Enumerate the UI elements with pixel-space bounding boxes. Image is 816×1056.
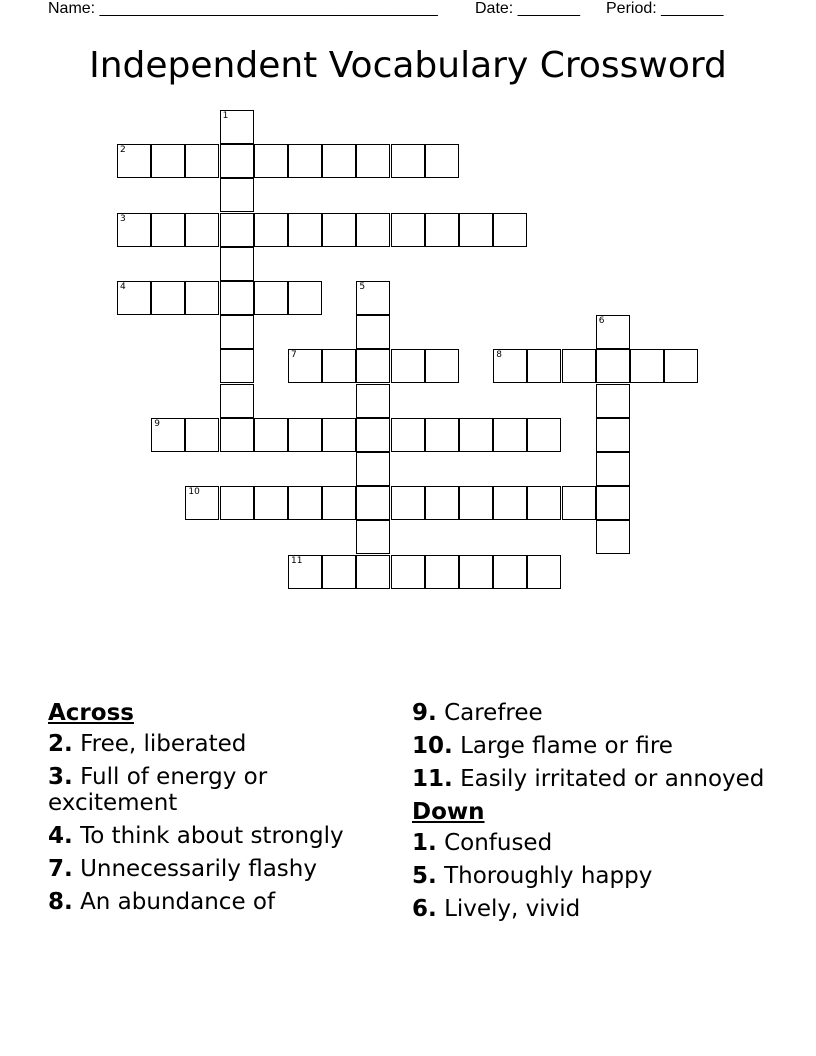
crossword-cell[interactable] <box>151 144 185 178</box>
crossword-cell[interactable] <box>425 555 459 589</box>
clue-across-3: 3. Full of energy or excitement <box>48 764 268 816</box>
crossword-cell[interactable] <box>220 315 254 349</box>
crossword-cell[interactable] <box>254 418 288 452</box>
crossword-cell[interactable] <box>391 213 425 247</box>
crossword-cell[interactable] <box>527 486 561 520</box>
crossword-cell[interactable] <box>322 418 356 452</box>
crossword-cell[interactable] <box>356 349 390 383</box>
across-heading: Across <box>48 700 134 726</box>
crossword-cell[interactable] <box>288 281 322 315</box>
period-field-label: Period: _______ <box>606 0 724 17</box>
crossword-cell[interactable] <box>630 349 664 383</box>
crossword-cell[interactable] <box>220 281 254 315</box>
clue-down-5: 5. Thoroughly happy <box>412 863 653 889</box>
crossword-cell[interactable] <box>356 384 390 418</box>
crossword-cell[interactable] <box>254 144 288 178</box>
crossword-cell[interactable] <box>596 384 630 418</box>
crossword-cell[interactable] <box>596 315 630 349</box>
clue-number-label: 7 <box>291 350 297 361</box>
page-title: Independent Vocabulary Crossword <box>89 45 727 86</box>
crossword-cell[interactable] <box>425 213 459 247</box>
crossword-cell[interactable] <box>562 349 596 383</box>
crossword-cell[interactable] <box>220 213 254 247</box>
crossword-cell[interactable] <box>596 486 630 520</box>
clues-column-right <box>412 700 772 929</box>
crossword-cell[interactable] <box>322 486 356 520</box>
crossword-cell[interactable] <box>220 144 254 178</box>
crossword-cell[interactable] <box>220 418 254 452</box>
crossword-cell[interactable] <box>220 178 254 212</box>
crossword-cell[interactable] <box>288 486 322 520</box>
crossword-cell[interactable] <box>220 486 254 520</box>
clue-number-label: 9 <box>154 418 160 429</box>
crossword-cell[interactable] <box>220 384 254 418</box>
crossword-cell[interactable] <box>288 555 322 589</box>
clue-number-label: 8 <box>496 350 502 361</box>
crossword-cell[interactable] <box>322 349 356 383</box>
crossword-cell[interactable] <box>493 555 527 589</box>
crossword-cell[interactable] <box>356 144 390 178</box>
crossword-cell[interactable] <box>493 418 527 452</box>
crossword-cell[interactable] <box>322 144 356 178</box>
clue-down-6: 6. Lively, vivid <box>412 896 581 922</box>
crossword-cell[interactable] <box>288 144 322 178</box>
crossword-cell[interactable] <box>596 418 630 452</box>
crossword-cell[interactable] <box>356 213 390 247</box>
crossword-cell[interactable] <box>288 418 322 452</box>
clue-number-label: 2 <box>120 145 126 156</box>
crossword-cell[interactable] <box>459 486 493 520</box>
crossword-cell[interactable] <box>356 281 390 315</box>
crossword-cell[interactable] <box>356 315 390 349</box>
clue-across-10: 10. Large flame or fire <box>412 733 673 759</box>
crossword-cell[interactable] <box>425 349 459 383</box>
date-field-label: Date: _______ <box>475 0 580 17</box>
crossword-cell[interactable] <box>493 213 527 247</box>
crossword-cell[interactable] <box>322 555 356 589</box>
crossword-cell[interactable] <box>527 555 561 589</box>
crossword-cell[interactable] <box>185 281 219 315</box>
crossword-cell[interactable] <box>356 555 390 589</box>
crossword-cell[interactable] <box>356 520 390 554</box>
crossword-cell[interactable] <box>425 144 459 178</box>
clue-across-8: 8. An abundance of <box>48 889 276 915</box>
crossword-cell[interactable] <box>185 418 219 452</box>
crossword-cell[interactable] <box>185 486 219 520</box>
crossword-cell[interactable] <box>288 349 322 383</box>
crossword-cell[interactable] <box>425 418 459 452</box>
clue-across-2: 2. Free, liberated <box>48 731 247 757</box>
crossword-cell[interactable] <box>425 486 459 520</box>
crossword-cell[interactable] <box>493 349 527 383</box>
crossword-cell[interactable] <box>220 349 254 383</box>
clue-across-7: 7. Unnecessarily flashy <box>48 856 317 882</box>
crossword-cell[interactable] <box>459 555 493 589</box>
crossword-cell[interactable] <box>117 281 151 315</box>
crossword-cell[interactable] <box>185 144 219 178</box>
clue-across-9: 9. Carefree <box>412 700 543 726</box>
crossword-cell[interactable] <box>493 486 527 520</box>
crossword-cell[interactable] <box>527 418 561 452</box>
clue-down-1: 1. Confused <box>412 830 553 856</box>
crossword-cell[interactable] <box>254 281 288 315</box>
clue-number-label: 10 <box>188 487 200 498</box>
crossword-cell[interactable] <box>391 555 425 589</box>
crossword-cell[interactable] <box>356 452 390 486</box>
crossword-cell[interactable] <box>391 486 425 520</box>
crossword-cell[interactable] <box>391 349 425 383</box>
name-field-label: Name: ______________________________________ <box>48 0 438 17</box>
crossword-cell[interactable] <box>596 349 630 383</box>
crossword-cell[interactable] <box>220 247 254 281</box>
crossword-cell[interactable] <box>596 452 630 486</box>
crossword-cell[interactable] <box>151 213 185 247</box>
clue-across-4: 4. To think about strongly <box>48 823 344 849</box>
down-heading: Down <box>412 799 485 825</box>
clue-number-label: 4 <box>120 282 126 292</box>
crossword-cell[interactable] <box>151 418 185 452</box>
clue-number-label: 3 <box>120 213 126 224</box>
crossword-cell[interactable] <box>459 418 493 452</box>
clue-number-label: 1 <box>222 111 229 121</box>
crossword-cell[interactable] <box>117 144 151 178</box>
crossword-cell[interactable] <box>391 418 425 452</box>
clue-across-11: 11. Easily irritated or annoyed <box>412 766 765 792</box>
crossword-cell[interactable] <box>254 486 288 520</box>
clue-number-label: 11 <box>291 555 303 566</box>
crossword-cell[interactable] <box>117 213 151 247</box>
crossword-cell[interactable] <box>356 418 390 452</box>
clues-column-left <box>48 700 388 922</box>
crossword-cell[interactable] <box>596 520 630 554</box>
clue-number-label: 6 <box>598 316 605 327</box>
crossword-cell[interactable] <box>288 213 322 247</box>
crossword-cell[interactable] <box>220 110 254 144</box>
crossword-cell[interactable] <box>664 349 698 383</box>
crossword-cell[interactable] <box>356 486 390 520</box>
crossword-cell[interactable] <box>254 213 288 247</box>
crossword-cell[interactable] <box>527 349 561 383</box>
crossword-cell[interactable] <box>391 144 425 178</box>
crossword-cell[interactable] <box>459 213 493 247</box>
crossword-cell[interactable] <box>185 213 219 247</box>
crossword-cell[interactable] <box>322 213 356 247</box>
clue-number-label: 5 <box>359 282 366 292</box>
crossword-cell[interactable] <box>562 486 596 520</box>
crossword-cell[interactable] <box>151 281 185 315</box>
